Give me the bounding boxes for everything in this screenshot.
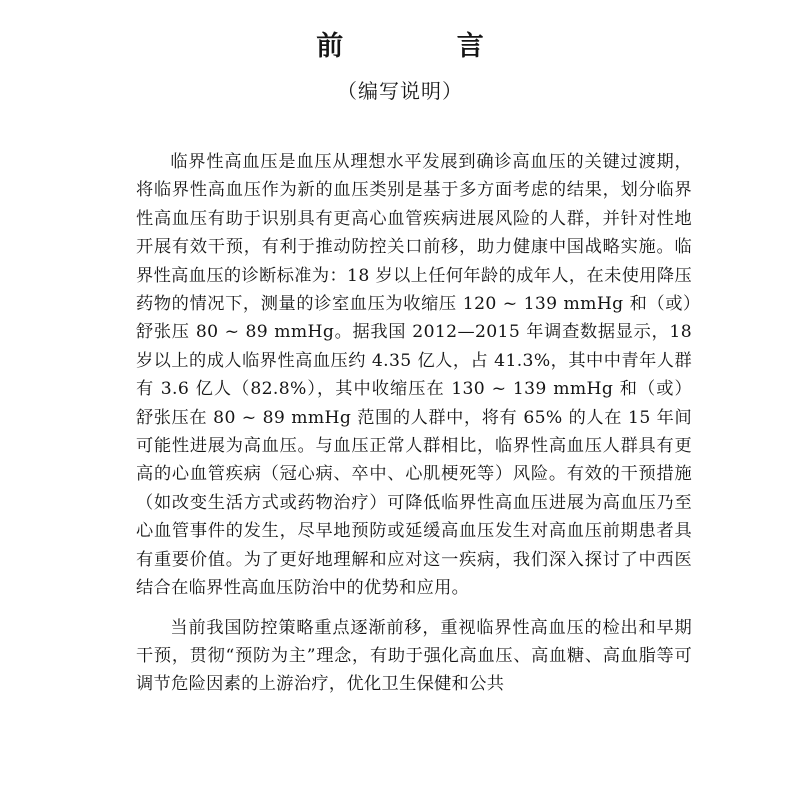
page-title: 前 言	[316, 31, 536, 62]
document-body	[136, 148, 692, 699]
body-paragraph-2: 当前我国防控策略重点逐渐前移，重视临界性高血压的检出和早期干预，贯彻“预防为主”理念，有助于强化高血压、高血糖、高血脂等可调节危险因素的上游治疗，优化卫生保健和公共	[136, 617, 692, 695]
page-subtitle: （编写说明）	[337, 79, 463, 103]
body-paragraph-1: 临界性高血压是血压从理想水平发展到确诊高血压的关键过渡期，将临界性高血压作为新的血压类别是基于多方面考虑的结果，划分临界性高血压有助于识别具有更高心血管疾病进展风险的人群，并针对性地开展有效干预，有利于推动防控关口前移，助力健康中国战略实施。临界性高血压的诊断标准为：18 岁以上任何年龄的成年人，在未使用降压药物的情况下，测量的诊室血压为收缩压 120 ~ 139 mmHg 和（或）舒张压 80 ~ 89 mmHg。据我国 2012—2015 年调查数据显示，18 岁以上的成人临界性高血压约 4.35 亿人，占 41.3%，其中中青年人群有 3.6 亿人（82.8%），其中收缩压在 130 ~ 139 mmHg 和（或）舒张压在 80 ~ 89 mmHg 范围的人群中，将有 65% 的人在 15 年间可能性进展为高血压。与血压正常人群相比，临界性高血压人群具有更高的心血管疾病（冠心病、卒中、心肌梗死等）风险。有效的干预措施（如改变生活方式或药物治疗）可降低临界性高血压进展为高血压乃至心血管事件的发生，尽早地预防或延缓高血压发生对高血压前期患者具有重要价值。为了更好地理解和应对这一疾病，我们深入探讨了中西医结合在临界性高血压防治中的优势和应用。	[136, 152, 692, 599]
